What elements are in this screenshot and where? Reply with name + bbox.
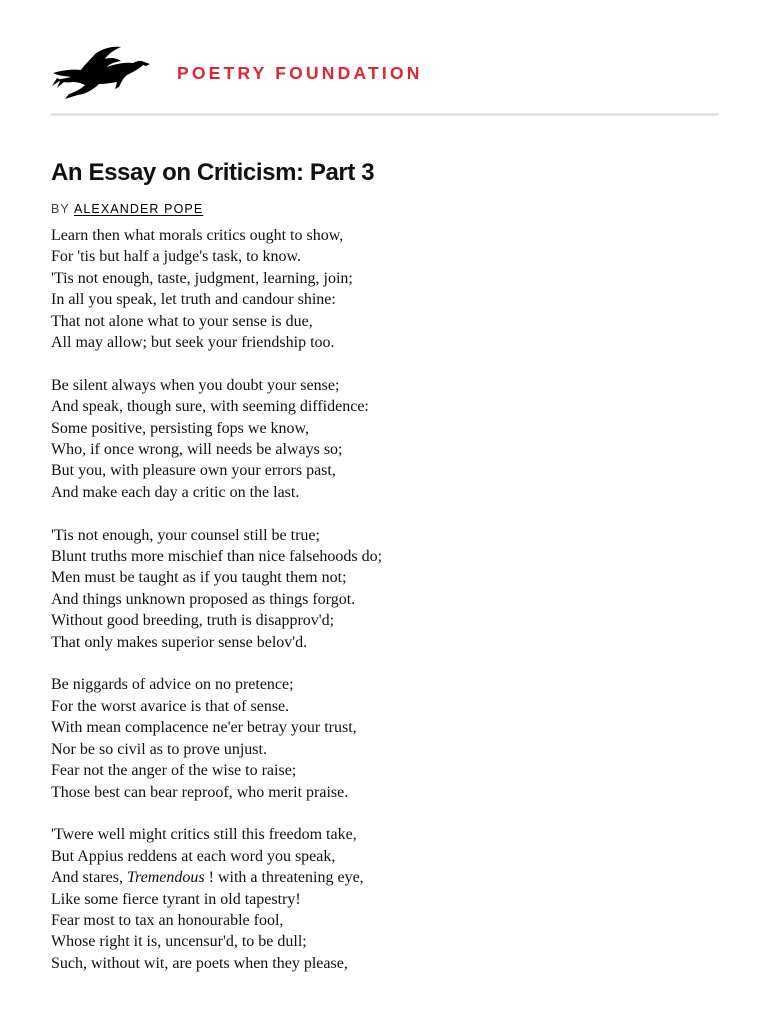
poem-line: Without good breeding, truth is disapprov'd; xyxy=(51,612,335,630)
poem-line: Be silent always when you doubt your sense; xyxy=(51,376,340,394)
poem-line: In all you speak, let truth and candour shine: xyxy=(51,291,336,309)
poem-line: That only makes superior sense belov'd. xyxy=(51,633,308,651)
poem-body xyxy=(51,225,731,996)
poem-line: Learn then what morals critics ought to show, xyxy=(51,227,344,244)
poem-line: And make each day a critic on the last. xyxy=(51,483,300,501)
header-divider xyxy=(51,113,719,116)
italic-word: Tremendous xyxy=(126,869,205,887)
poem-line: Nor be so civil as to prove unjust. xyxy=(51,740,267,758)
poem-line: For 'tis but half a judge's task, to know. xyxy=(51,248,302,266)
by-label: BY xyxy=(51,202,70,216)
poem-line: Fear not the anger of the wise to raise; xyxy=(51,762,297,780)
stanza xyxy=(51,225,731,353)
poem-line: Such, without wit, are poets when they please, xyxy=(51,954,348,972)
poem-line: Some positive, persisting fops we know, xyxy=(51,419,310,437)
line-text: ! with a threatening eye, xyxy=(204,869,364,887)
poem-line: But Appius reddens at each word you speak, xyxy=(51,847,336,865)
stanza xyxy=(51,525,731,653)
poem-line: And things unknown proposed as things forgot. xyxy=(51,590,356,608)
poem-line: And speak, though sure, with seeming diffidence: xyxy=(51,398,369,416)
poem-line: Like some fierce tyrant in old tapestry! xyxy=(51,890,301,908)
poem-line: All may allow; but seek your friendship too. xyxy=(51,334,335,352)
poem-line: 'Twere well might critics still this freedom take, xyxy=(51,826,357,844)
poem-line: Who, if once wrong, will needs be always so; xyxy=(51,441,343,459)
poem-line: Men must be taught as if you taught them not; xyxy=(51,569,347,587)
poem-line: 'Tis not enough, your counsel still be true; xyxy=(51,526,320,544)
poem-line xyxy=(51,867,731,888)
poem-line: Those best can bear reproof, who merit praise. xyxy=(51,783,349,801)
author-link[interactable]: ALEXANDER POPE xyxy=(73,202,204,216)
stanza xyxy=(51,824,731,974)
site-header xyxy=(51,40,718,100)
poem-line: For the worst avarice is that of sense. xyxy=(51,697,290,715)
byline xyxy=(51,202,203,216)
poem-line: But you, with pleasure own your errors past, xyxy=(51,462,336,480)
line-text: And stares, xyxy=(51,869,127,887)
poem-line: Blunt truths more mischief than nice falsehoods do; xyxy=(51,548,383,566)
poem-line: With mean complacence ne'er betray your trust, xyxy=(51,719,357,737)
poem-line: Be niggards of advice on no pretence; xyxy=(51,676,294,694)
brand-name[interactable]: POETRY FOUNDATION xyxy=(177,63,423,83)
poem-line: Fear most to tax an honourable fool, xyxy=(51,911,284,929)
poem-line: 'Tis not enough, taste, judgment, learning, join; xyxy=(51,269,353,287)
pegasus-icon[interactable] xyxy=(51,42,151,100)
stanza xyxy=(51,375,731,503)
poem-title: An Essay on Criticism: Part 3 xyxy=(51,159,375,186)
stanza xyxy=(51,674,731,802)
poem-line: Whose right it is, uncensur'd, to be dull; xyxy=(51,933,307,951)
poem-line: That not alone what to your sense is due, xyxy=(51,312,313,330)
